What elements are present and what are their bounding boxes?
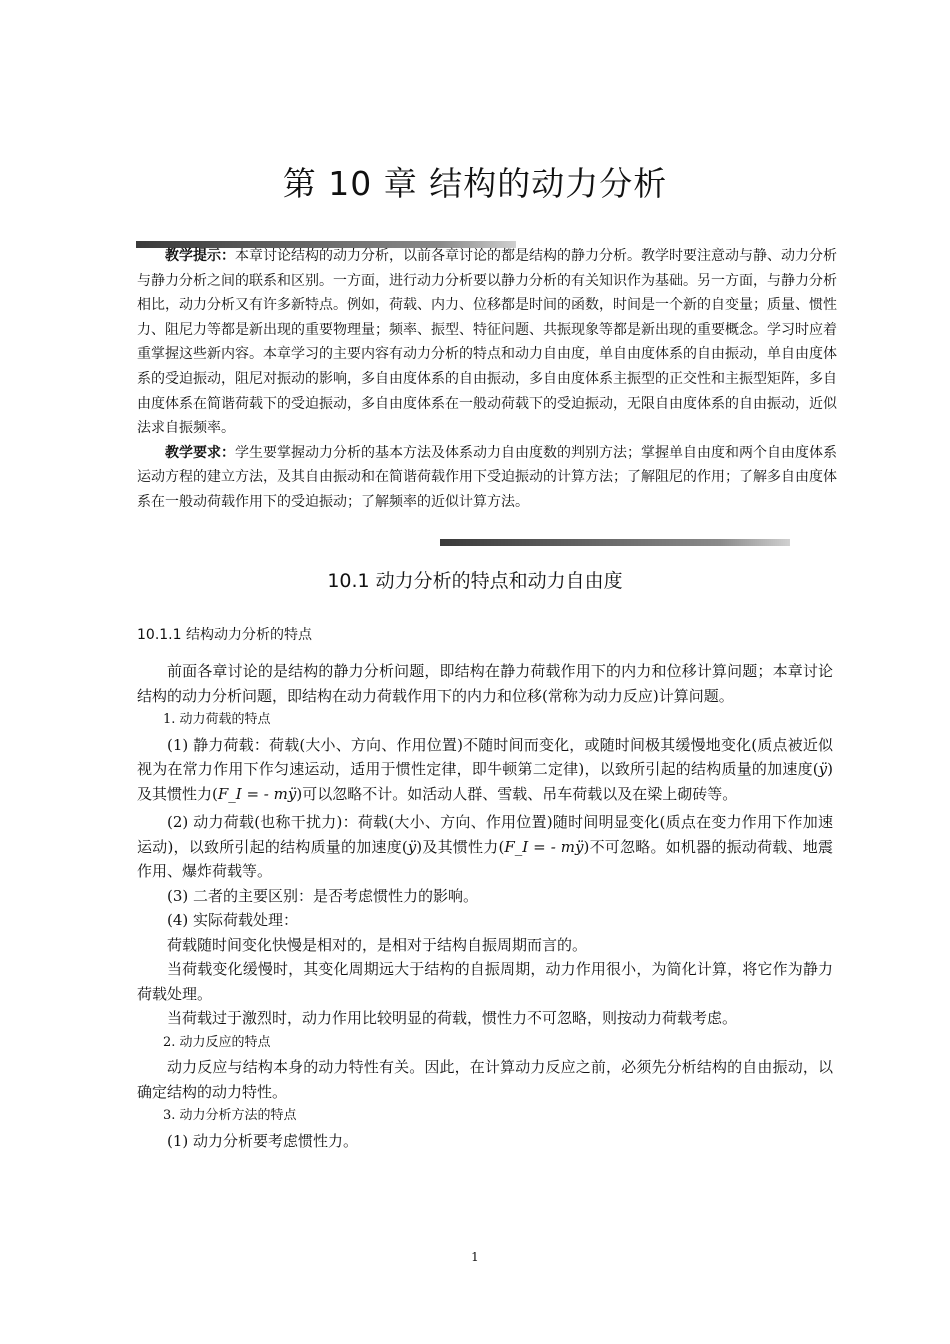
requirements-text: 学生要掌握动力分析的基本方法及体系动力自由度数的判别方法；掌握单自由度和两个自由度体系运动方程的建立方法，及其自由振动和在简谐荷载作用下受迫振动的计算方法；了解阻尼的作用；了解多自由度体系在一般动荷载作用下的受迫振动；了解频率的近似计算方法。 xyxy=(137,444,837,510)
requirements-label: 教学要求： xyxy=(165,444,235,461)
static-load-text-a: (1) 静力荷载：荷载(大小、方向、作用位置)不随时间而变化，或随时间极其缓慢地变化(质点被近似视为在常力作用下作匀速运动，适用于惯性定律，即牛顿第二定律)，以致所引起的结构质量的加速度( xyxy=(137,735,833,778)
dynamic-load-text-b: )及其惯性力( xyxy=(416,837,505,856)
heading-dynamic-response: 2. 动力反应的特点 xyxy=(163,1034,271,1050)
inertia-paragraph: (1) 动力分析要考虑惯性力。 xyxy=(167,1131,359,1150)
inertia-formula: F_I = - mÿ xyxy=(504,837,584,856)
static-load-text-b: )及其惯性力( xyxy=(137,760,833,803)
decorative-rule-bottom xyxy=(440,539,790,546)
chapter-title: 第 10 章 结构的动力分析 xyxy=(282,164,668,203)
response-paragraph: 动力反应与结构本身的动力特性有关。因此，在计算动力反应之前，必须先分析结构的自由振动，以确定结构的动力特性。 xyxy=(137,1058,833,1101)
heading-analysis-method: 3. 动力分析方法的特点 xyxy=(163,1108,297,1123)
page-number: 1 xyxy=(471,1250,479,1264)
dynamic-load-text-c: )不可忽略。如机器的振动荷载、地震作用、爆炸荷载等。 xyxy=(137,837,833,880)
difference-paragraph: (3) 二者的主要区别：是否考虑惯性力的影响。 xyxy=(167,886,479,905)
teaching-tips xyxy=(137,244,837,441)
violent-load-paragraph: 当荷载过于激烈时，动力作用比较明显的荷载，惯性力不可忽略，则按动力荷载考虑。 xyxy=(167,1009,738,1027)
tips-text: 本章讨论结构的动力分析，以前各章讨论的都是结构的静力分析。教学时要注意动与静、动力分析与静力分析之间的联系和区别。一方面，进行动力分析要以静力分析的有关知识作为基础。另一方面，与静力分析相比，动力分析又有许多新特点。例如，荷载、内力、位移都是时间的函数，时间是一个新的自变量；质量、惯性力、阻尼力等都是新出现的重要物理量；频率、振型、特征问题、共振现象等都是新出现的重要概念。学习时应着重掌握这些新内容。本章学习的主要内容有动力分析的特点和动力自由度，单自由度体系的自由振动，单自由度体系的受迫振动，阻尼对振动的影响，多自由度体系的自由振动，多自由度体系主振型的正交性和主振型矩阵，多自由度体系在简谐荷载下的受迫振动，多自由度体系在一般动荷载下的受迫振动，无限自由度体系的自由振动，近似法求自振频率。 xyxy=(137,248,837,437)
section-heading: 10.1 动力分析的特点和动力自由度 xyxy=(327,570,623,592)
tips-label: 教学提示： xyxy=(165,248,235,264)
static-load-paragraph xyxy=(137,733,833,807)
teaching-notes xyxy=(137,244,837,515)
dynamic-load-text-a: (2) 动力荷载(也称干扰力)：荷载(大小、方向、作用位置)随时间明显变化(质点在变力作用下作加速运动)，以致所引起的结构质量的加速度( xyxy=(137,813,833,856)
acceleration-formula: ÿ xyxy=(407,837,417,856)
slow-load-paragraph: 当荷载变化缓慢时，其变化周期远大于结构的自振周期，动力作用很小，为简化计算，将它作为静力荷载处理。 xyxy=(137,960,833,1003)
dynamic-load-paragraph xyxy=(137,810,833,884)
subsection-heading: 10.1.1 结构动力分析的特点 xyxy=(137,627,312,643)
acceleration-formula: ÿ xyxy=(818,760,828,778)
heading-dynamic-load: 1. 动力荷载的特点 xyxy=(163,712,271,727)
practical-paragraph: (4) 实际荷载处理： xyxy=(167,911,299,929)
static-load-text-c: )可以忽略不计。如活动人群、雪载、吊车荷载以及在梁上砌砖等。 xyxy=(296,784,738,803)
relative-paragraph: 荷载随时间变化快慢是相对的，是相对于结构自振周期而言的。 xyxy=(167,935,588,954)
inertia-formula: F_I = - mÿ xyxy=(217,784,297,803)
intro-paragraph: 前面各章讨论的是结构的静力分析问题，即结构在静力荷载作用下的内力和位移计算问题；本章讨论结构的动力分析问题，即结构在动力荷载作用下的内力和位移(常称为动力反应)计算问题。 xyxy=(137,662,833,705)
teaching-requirements xyxy=(137,441,837,515)
body-text xyxy=(137,659,833,1153)
